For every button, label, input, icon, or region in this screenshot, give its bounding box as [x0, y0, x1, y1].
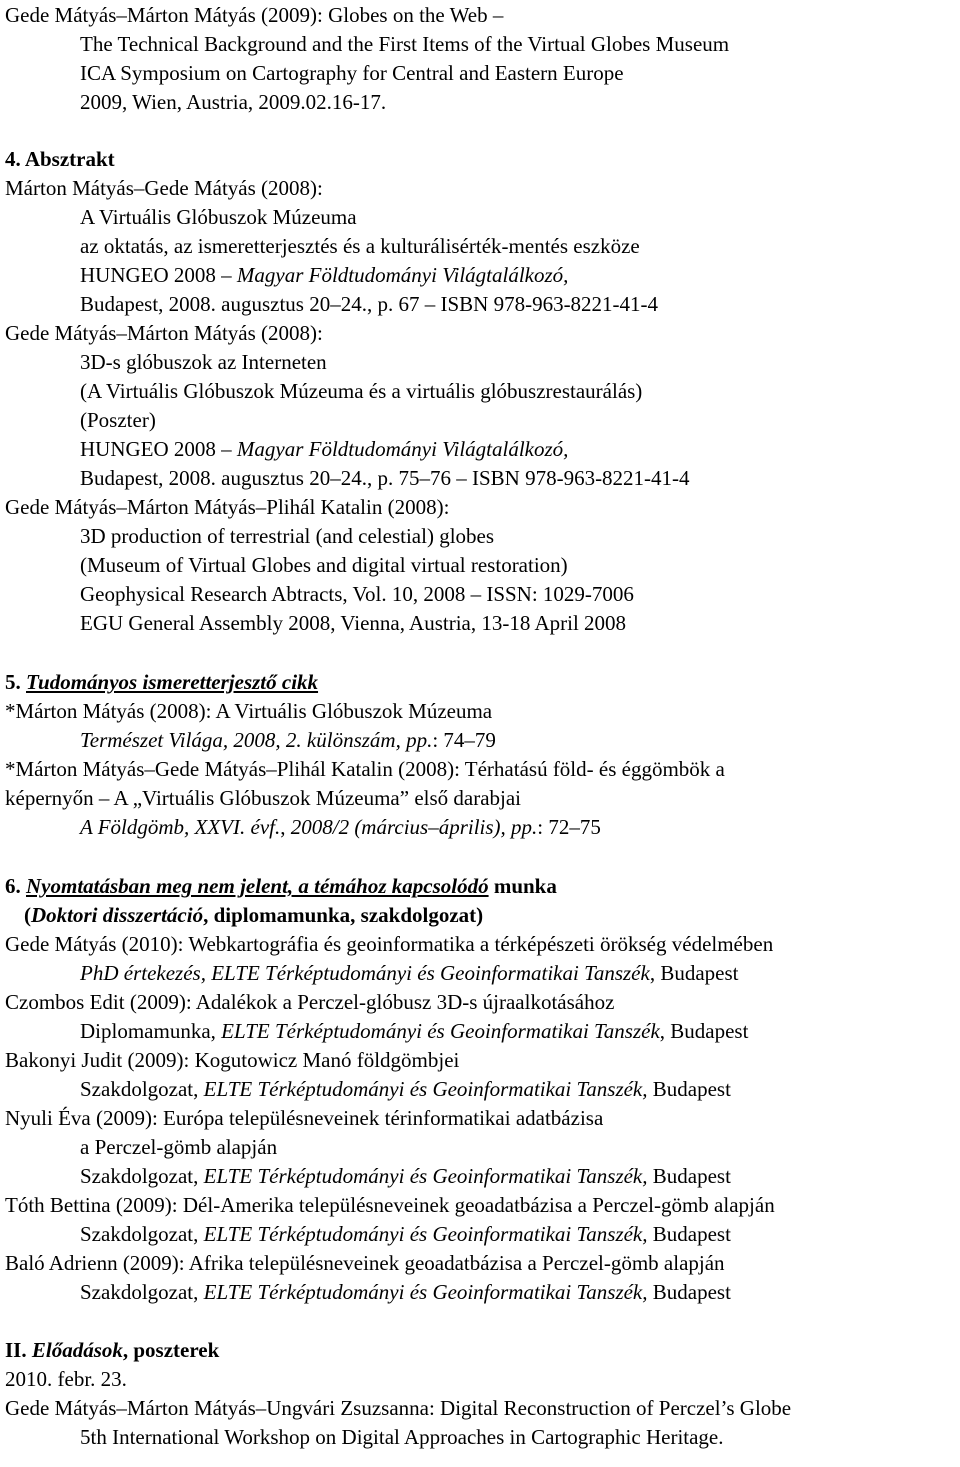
text-line	[80, 813, 601, 843]
text-segment: , poszterek	[122, 1338, 220, 1362]
text-segment: *Márton Mátyás–Gede Mátyás–Plihál Katalin (2008): Térhatású föld- és éggömbök a	[5, 757, 725, 781]
text-line	[80, 377, 642, 407]
text-line	[80, 30, 729, 60]
text-segment: ELTE Térképtudományi és Geoinformatikai Tanszék,	[203, 1222, 648, 1246]
text-segment: : 72–75	[537, 815, 601, 839]
text-line	[80, 1162, 731, 1192]
text-segment: ICA Symposium on Cartography for Central and Eastern Europe	[80, 61, 624, 85]
text-line	[80, 1220, 731, 1250]
text-segment: , Budapest	[649, 961, 739, 985]
text-line	[5, 988, 614, 1018]
text-line	[80, 261, 568, 291]
text-line	[5, 145, 115, 175]
text-line	[80, 580, 634, 610]
text-segment: Szakdolgozat,	[80, 1280, 204, 1304]
text-segment: munka	[488, 874, 557, 898]
text-segment: Gede Mátyás–Márton Mátyás (2008):	[5, 321, 323, 345]
text-segment: (	[24, 903, 31, 927]
text-segment: 2008/2 (március–április), pp.	[290, 815, 538, 839]
text-segment: ELTE Térképtudományi és Geoinformatikai Tanszék,	[203, 1280, 648, 1304]
text-segment: Gede Mátyás (2010): Webkartográfia és geoinformatika a térképészeti örökség védelmében	[5, 932, 774, 956]
text-segment: Szakdolgozat,	[80, 1164, 204, 1188]
text-segment: 3D production of terrestrial (and celestial) globes	[80, 524, 495, 548]
text-line	[5, 697, 492, 727]
text-segment: Diplomamunka,	[80, 1019, 222, 1043]
text-line	[80, 609, 626, 639]
text-segment: Szakdolgozat,	[80, 1222, 204, 1246]
text-segment: II.	[5, 1338, 32, 1362]
text-segment: A Virtuális Glóbuszok Múzeuma	[80, 205, 357, 229]
text-segment: Szakdolgozat,	[80, 1077, 204, 1101]
text-segment: (Poszter)	[80, 408, 156, 432]
text-segment: (Museum of Virtual Globes and digital virtual restoration)	[80, 553, 568, 577]
text-line	[80, 522, 494, 552]
text-line	[80, 959, 738, 989]
text-line	[80, 348, 327, 378]
text-segment: 2009, Wien, Austria, 2009.02.16-17.	[80, 90, 387, 114]
text-segment: ELTE Térképtudományi és Geoinformatikai Tanszék	[221, 1019, 660, 1043]
text-line	[24, 901, 483, 931]
text-segment: ELTE Térképtudományi és Geoinformatikai Tanszék,	[203, 1164, 648, 1188]
text-segment: Czombos Edit (2009): Adalékok a Perczel-glóbusz 3D-s újraalkotásához	[5, 990, 615, 1014]
text-segment: (A Virtuális Glóbuszok Múzeuma és a virtuális glóbuszrestaurálás)	[80, 379, 643, 403]
text-segment: A Földgömb, XXVI. évf.	[80, 815, 281, 839]
text-segment: Baló Adrienn (2009): Afrika településneveinek geoadatbázisa a Perczel-gömb alapján	[5, 1251, 725, 1275]
text-line	[80, 88, 386, 118]
text-segment: 4. Absztrakt	[5, 147, 115, 171]
text-line	[80, 1017, 748, 1047]
text-line	[80, 1133, 277, 1163]
text-line	[80, 1423, 724, 1453]
text-segment: Budapest	[647, 1222, 731, 1246]
text-line	[5, 930, 773, 960]
text-segment: The Technical Background and the First Items of the Virtual Globes Museum	[80, 32, 730, 56]
text-line	[5, 1, 503, 31]
text-line	[80, 551, 568, 581]
text-line	[5, 1365, 127, 1395]
text-segment: Budapest	[647, 1077, 731, 1101]
text-segment: Előadások	[31, 1338, 123, 1362]
text-line	[5, 319, 323, 349]
text-line	[5, 872, 557, 902]
text-line	[5, 755, 725, 785]
text-segment: HUNGEO 2008 –	[80, 263, 237, 287]
text-segment: HUNGEO 2008 –	[80, 437, 237, 461]
text-line	[80, 464, 690, 494]
text-segment: *Márton Mátyás (2008): A Virtuális Glóbuszok Múzeuma	[5, 699, 493, 723]
text-line	[80, 59, 624, 89]
text-segment: 2010. febr. 23.	[5, 1367, 127, 1391]
text-segment: Nyomtatásban meg nem jelent, a témához kapcsolódó	[26, 874, 489, 898]
text-line	[80, 232, 640, 262]
text-line	[80, 726, 496, 756]
text-segment: , diplomamunka, szakdolgozat)	[203, 903, 484, 927]
text-segment: Gede Mátyás–Márton Mátyás–Ungvári Zsuzsanna: Digital Reconstruction of Perczel’s Globe	[5, 1396, 792, 1420]
text-line	[80, 1075, 731, 1105]
text-segment: 5.	[5, 670, 26, 694]
text-segment: : 74–79	[432, 728, 496, 752]
text-line	[80, 435, 568, 465]
text-segment: Bakonyi Judit (2009): Kogutowicz Manó földgömbjei	[5, 1048, 460, 1072]
text-segment: Tóth Bettina (2009): Dél-Amerika településneveinek geoadatbázisa a Perczel-gömb alapján	[5, 1193, 775, 1217]
text-line	[5, 174, 323, 204]
text-segment: PhD értekezés, ELTE Térképtudományi és Geoinformatikai Tanszék	[80, 961, 650, 985]
text-segment: Budapest	[647, 1164, 731, 1188]
text-line	[80, 290, 658, 320]
text-segment: ,	[280, 815, 291, 839]
text-line	[5, 493, 449, 523]
text-segment: az oktatás, az ismeretterjesztés és a kulturálisérték-mentés eszköze	[80, 234, 640, 258]
text-line	[5, 1336, 219, 1366]
text-segment: EGU General Assembly 2008, Vienna, Austria, 13-18 April 2008	[80, 611, 627, 635]
text-segment: Márton Mátyás–Gede Mátyás (2008):	[5, 176, 323, 200]
text-segment: Geophysical Research Abtracts, Vol. 10, 2008 – ISSN: 1029-7006	[80, 582, 634, 606]
text-segment: , Budapest	[659, 1019, 749, 1043]
text-segment: Gede Mátyás–Márton Mátyás–Plihál Katalin (2008):	[5, 495, 450, 519]
text-line	[5, 668, 318, 698]
text-line	[5, 1394, 791, 1424]
text-segment: ELTE Térképtudományi és Geoinformatikai Tanszék,	[203, 1077, 648, 1101]
text-segment: Budapest, 2008. augusztus 20–24., p. 75–76 – ISBN 978-963-8221-41-4	[80, 466, 690, 490]
text-line	[80, 1278, 731, 1308]
text-segment: 6.	[5, 874, 26, 898]
text-line	[5, 1046, 459, 1076]
text-segment: képernyőn – A „Virtuális Glóbuszok Múzeuma” első darabjai	[5, 786, 522, 810]
text-segment: 3D-s glóbuszok az Interneten	[80, 350, 327, 374]
text-segment: Tudományos ismeretterjesztő cikk	[26, 670, 319, 694]
text-segment: Nyuli Éva (2009): Európa településneveinek térinformatikai adatbázisa	[5, 1106, 604, 1130]
text-segment: 5th International Workshop on Digital Approaches in Cartographic Heritage.	[80, 1425, 724, 1449]
text-line	[80, 203, 357, 233]
text-line	[5, 784, 521, 814]
text-segment: Gede Mátyás–Márton Mátyás (2009): Globes on the Web –	[5, 3, 504, 27]
text-line	[80, 406, 156, 436]
text-line	[5, 1191, 775, 1221]
text-segment: Budapest, 2008. augusztus 20–24., p. 67 – ISBN 978-963-8221-41-4	[80, 292, 659, 316]
text-line	[5, 1249, 725, 1279]
text-segment: Budapest	[647, 1280, 731, 1304]
text-segment: a Perczel-gömb alapján	[80, 1135, 278, 1159]
text-segment: Doktori disszertáció	[31, 903, 204, 927]
text-line	[5, 1104, 603, 1134]
text-segment: Természet Világa, 2008, 2. különszám, pp.	[80, 728, 433, 752]
text-segment: Magyar Földtudományi Világtalálkozó,	[236, 263, 569, 287]
text-segment: Magyar Földtudományi Világtalálkozó,	[236, 437, 569, 461]
